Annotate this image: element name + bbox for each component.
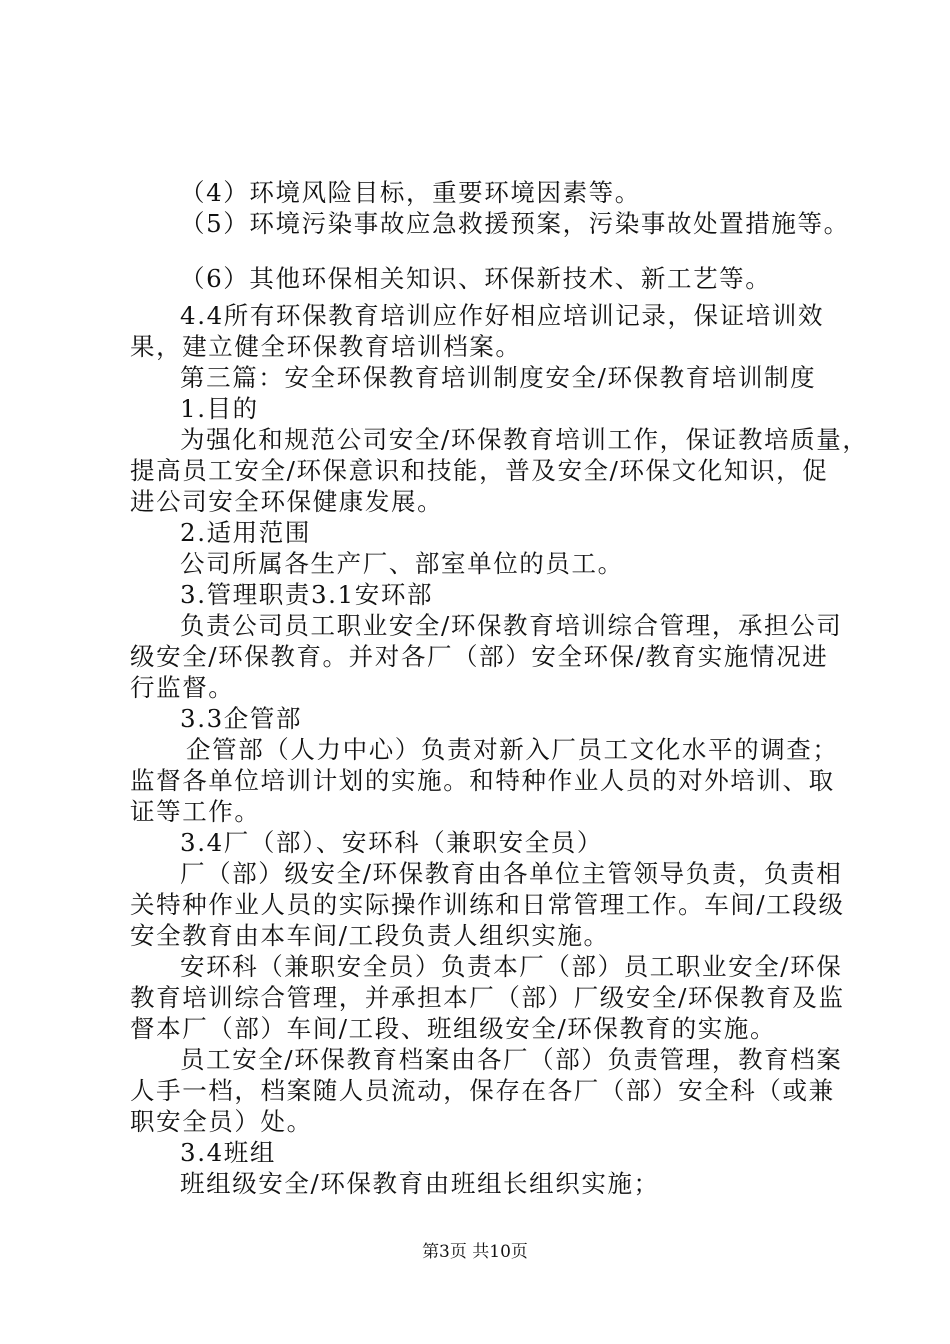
- paragraph-team: 班组级安全/环保教育由班组长组织实施；: [180, 1169, 660, 1198]
- paragraph-purpose-line-3: 进公司安全环保健康发展。: [130, 487, 444, 516]
- heading-purpose: 1.目的: [180, 394, 259, 423]
- paragraph-safety-dept-line-1: 负责公司员工职业安全/环保教育培训综合管理，承担公司: [180, 611, 843, 640]
- paragraph-archive-line-1: 员工安全/环保教育档案由各厂（部）负责管理，教育档案: [180, 1045, 843, 1074]
- heading-scope: 2.适用范围: [180, 518, 311, 547]
- paragraph-factory-line-2: 关特种作业人员的实际操作训练和日常管理工作。车间/工段级: [130, 890, 845, 919]
- paragraph-enterprise-mgmt-line-2: 监督各单位培训计划的实施。和特种作业人员的对外培训、取: [130, 766, 835, 795]
- list-item-6: （6）其他环保相关知识、环保新技术、新工艺等。: [180, 264, 772, 293]
- paragraph-safety-section-line-1: 安环科（兼职安全员）负责本厂（部）员工职业安全/环保: [180, 952, 843, 981]
- heading-enterprise-mgmt: 3.3企管部: [180, 704, 303, 733]
- paragraph-factory-line-3: 安全教育由本车间/工段负责人组织实施。: [130, 921, 610, 950]
- heading-factory-dept: 3.4厂（部）、安环科（兼职安全员）: [180, 828, 604, 857]
- paragraph-purpose-line-2: 提高员工安全/环保意识和技能，普及安全/环保文化知识，促: [130, 456, 829, 485]
- paragraph-4-4-line-1: 4.4所有环保教育培训应作好相应培训记录，保证培训效: [180, 301, 825, 330]
- paragraph-4-4-line-2: 果，建立健全环保教育培训档案。: [130, 332, 522, 361]
- paragraph-archive-line-2: 人手一档，档案随人员流动，保存在各厂（部）安全科（或兼: [130, 1076, 835, 1105]
- paragraph-safety-section-line-3: 督本厂（部）车间/工段、班组级安全/环保教育的实施。: [130, 1014, 777, 1043]
- paragraph-scope: 公司所属各生产厂、部室单位的员工。: [180, 549, 624, 578]
- paragraph-safety-dept-line-2: 级安全/环保教育。并对各厂（部）安全环保/教育实施情况进: [130, 642, 829, 671]
- list-item-5: （5）环境污染事故应急救援预案，污染事故处置措施等。: [180, 209, 850, 238]
- list-item-4: （4）环境风险目标，重要环境因素等。: [180, 178, 641, 207]
- paragraph-purpose-line-1: 为强化和规范公司安全/环保教育培训工作，保证教培质量，: [180, 425, 869, 454]
- heading-responsibilities: 3.管理职责3.1安环部: [180, 580, 434, 609]
- section-title-part-three: 第三篇：安全环保教育培训制度安全/环保教育培训制度: [180, 363, 817, 392]
- paragraph-enterprise-mgmt-line-3: 证等工作。: [130, 797, 261, 826]
- paragraph-factory-line-1: 厂（部）级安全/环保教育由各单位主管领导负责，负责相: [180, 859, 843, 888]
- paragraph-safety-dept-line-3: 行监督。: [130, 673, 235, 702]
- page-number-footer: 第3页 共10页: [422, 1242, 528, 1262]
- paragraph-enterprise-mgmt-line-1: 企管部（人力中心）负责对新入厂员工文化水平的调查；: [186, 735, 839, 764]
- paragraph-safety-section-line-2: 教育培训综合管理，并承担本厂（部）厂级安全/环保教育及监: [130, 983, 845, 1012]
- heading-team: 3.4班组: [180, 1138, 276, 1167]
- paragraph-archive-line-3: 职安全员）处。: [130, 1107, 313, 1136]
